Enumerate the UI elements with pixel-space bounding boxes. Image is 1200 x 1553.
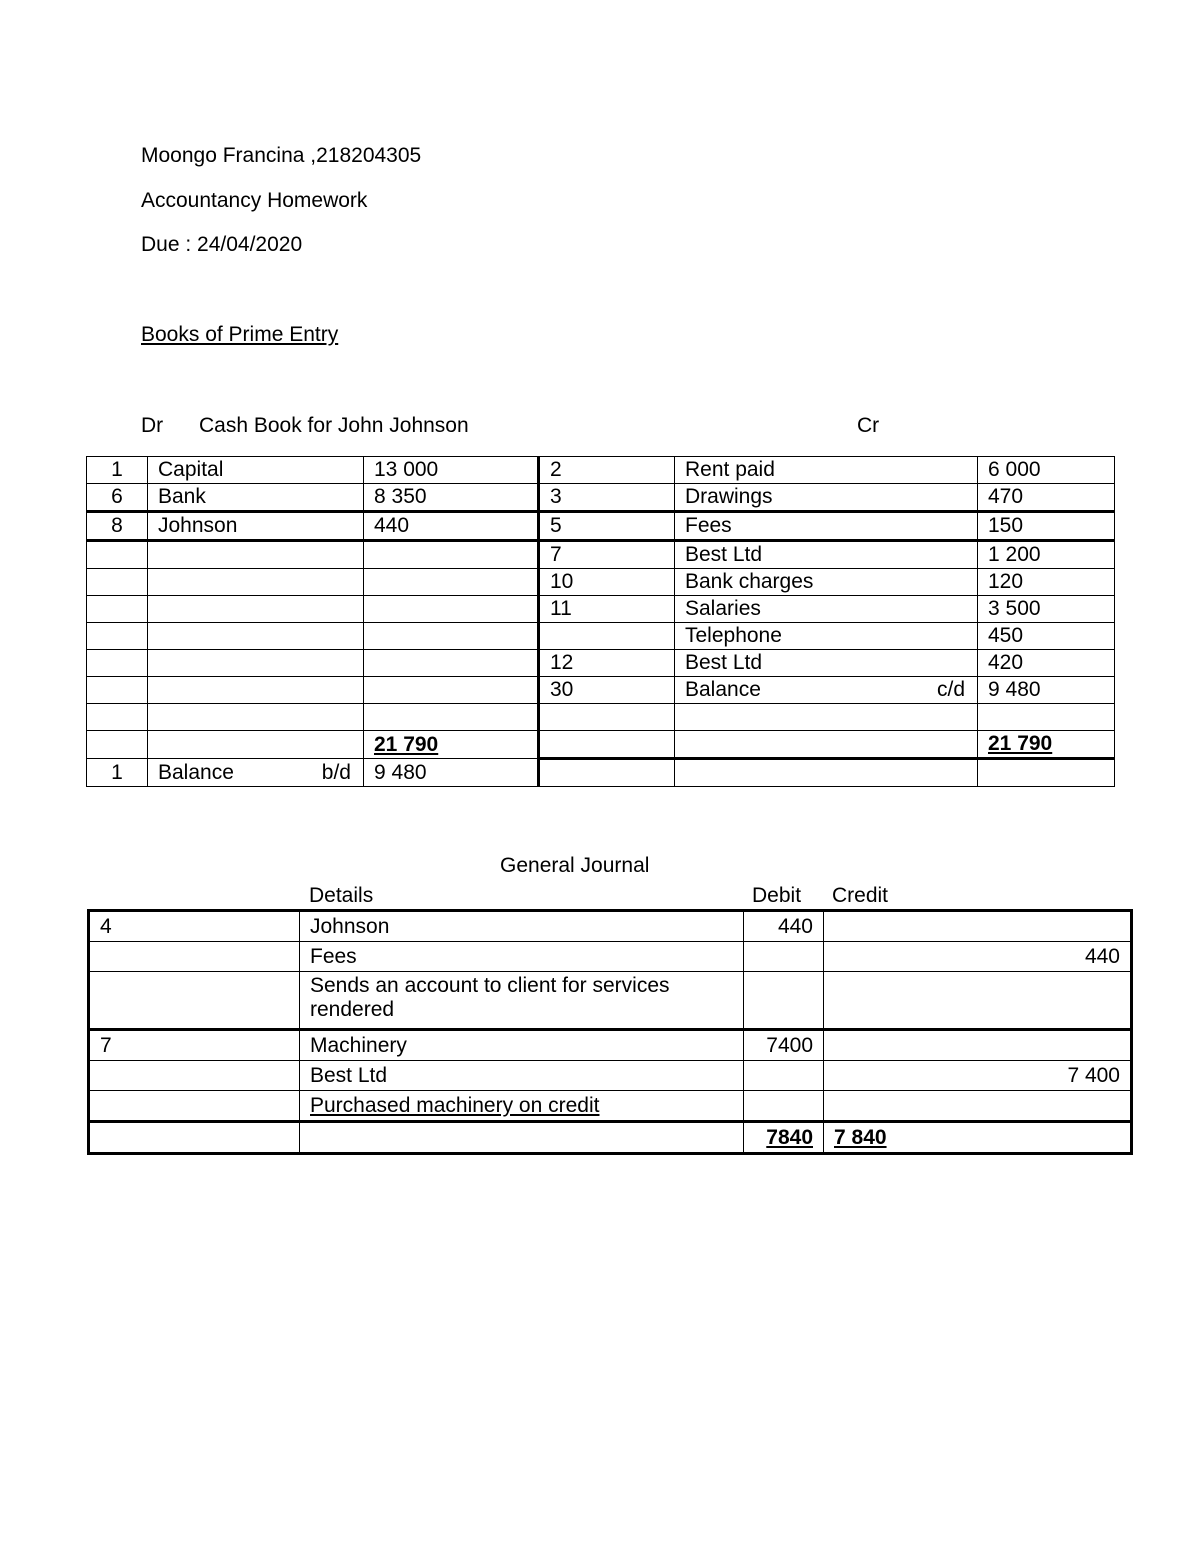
credit-amount: 6 000 (978, 457, 1115, 484)
debit-details (148, 650, 364, 677)
cash-book-row (87, 704, 1115, 731)
journal-date (89, 972, 300, 1030)
journal-details: Purchased machinery on credit (300, 1091, 744, 1122)
journal-details: Johnson (300, 911, 744, 942)
journal-details: Best Ltd (300, 1061, 744, 1091)
journal-details: Sends an account to client for services rendered (300, 972, 744, 1030)
cash-book-row (87, 596, 1115, 623)
journal-credit: 7 400 (824, 1061, 1132, 1091)
debit-details (148, 623, 364, 650)
course-title: Accountancy Homework (141, 189, 368, 212)
debit-date (87, 596, 148, 623)
debit-amount (364, 569, 539, 596)
journal-date (89, 1091, 300, 1122)
credit-date: 11 (539, 596, 675, 623)
cash-book-header (141, 414, 901, 440)
journal-debit-header: Debit (752, 884, 802, 907)
journal-debit: 440 (744, 911, 824, 942)
debit-amount: 8 350 (364, 484, 539, 512)
journal-credit: 440 (824, 942, 1132, 972)
credit-details: Fees (675, 512, 978, 541)
section-title: Books of Prime Entry (141, 323, 339, 346)
debit-amount (364, 541, 539, 569)
empty-cell (675, 731, 978, 759)
empty-cell (89, 1122, 300, 1154)
credit-date: 7 (539, 541, 675, 569)
debit-amount (364, 677, 539, 704)
journal-debit (744, 1061, 824, 1091)
journal-date (89, 1061, 300, 1091)
journal-debit: 7400 (744, 1030, 824, 1061)
credit-details (675, 704, 978, 731)
credit-details: Drawings (675, 484, 978, 512)
empty-cell (148, 731, 364, 759)
debit-date (87, 704, 148, 731)
debit-details (148, 596, 364, 623)
debit-date: 1 (87, 457, 148, 484)
cash-book-title: Cash Book for John Johnson (199, 414, 469, 437)
credit-date: 2 (539, 457, 675, 484)
journal-date: 4 (89, 911, 300, 942)
balance-cd-label: c/d (936, 678, 965, 701)
credit-details: Best Ltd (675, 541, 978, 569)
journal-row (89, 972, 1132, 1030)
journal-credit (824, 911, 1132, 942)
empty-cell (87, 731, 148, 759)
debit-date (87, 569, 148, 596)
empty-cell (539, 731, 675, 759)
cash-book-row (87, 541, 1115, 569)
debit-amount: 440 (364, 512, 539, 541)
journal-title: General Journal (500, 854, 650, 877)
credit-details (675, 677, 978, 704)
due-date: Due : 24/04/2020 (141, 233, 303, 256)
credit-details: Salaries (675, 596, 978, 623)
debit-details (148, 677, 364, 704)
journal-row (89, 911, 1132, 942)
debit-date (87, 650, 148, 677)
cash-book-table (86, 456, 1115, 787)
journal-row (89, 942, 1132, 972)
debit-amount (364, 704, 539, 731)
balance-bd-label: b/d (321, 760, 351, 784)
cash-book-row (87, 677, 1115, 704)
journal-date (89, 942, 300, 972)
cash-book-row (87, 484, 1115, 512)
journal-row (89, 1091, 1132, 1122)
balance-label: Balance (685, 678, 761, 701)
credit-amount: 450 (978, 623, 1115, 650)
empty-cell (539, 759, 675, 787)
journal-row (89, 1030, 1132, 1061)
empty-cell (675, 759, 978, 787)
credit-date: 10 (539, 569, 675, 596)
credit-details: Rent paid (675, 457, 978, 484)
debit-details: Bank (148, 484, 364, 512)
debit-date: 8 (87, 512, 148, 541)
cash-book-row (87, 623, 1115, 650)
credit-date (539, 623, 675, 650)
journal-details-header: Details (309, 884, 374, 907)
credit-date (539, 704, 675, 731)
journal-details: Machinery (300, 1030, 744, 1061)
dr-label: Dr (141, 414, 164, 437)
credit-details: Telephone (675, 623, 978, 650)
journal-totals-row (89, 1122, 1132, 1154)
debit-amount (364, 650, 539, 677)
credit-amount: 420 (978, 650, 1115, 677)
debit-amount (364, 623, 539, 650)
credit-amount: 3 500 (978, 596, 1115, 623)
debit-amount: 13 000 (364, 457, 539, 484)
balance-amount: 9 480 (364, 759, 539, 787)
credit-amount: 470 (978, 484, 1115, 512)
credit-details: Best Ltd (675, 650, 978, 677)
cash-book-totals-row (87, 731, 1115, 759)
credit-amount: 1 200 (978, 541, 1115, 569)
journal-details: Fees (300, 942, 744, 972)
debit-date: 6 (87, 484, 148, 512)
empty-cell (978, 759, 1115, 787)
debit-details: Capital (148, 457, 364, 484)
student-name: Moongo Francina ,218204305 (141, 144, 422, 167)
cash-book-row (87, 512, 1115, 541)
balance-date: 1 (87, 759, 148, 787)
credit-amount: 120 (978, 569, 1115, 596)
journal-credit (824, 972, 1132, 1030)
empty-cell (300, 1122, 744, 1154)
credit-amount: 9 480 (978, 677, 1115, 704)
credit-total: 21 790 (978, 731, 1115, 759)
journal-credit-total: 7 840 (824, 1122, 1132, 1154)
debit-details (148, 704, 364, 731)
balance-label: Balance (158, 760, 234, 784)
debit-date (87, 677, 148, 704)
cash-book-balance-row (87, 759, 1115, 787)
credit-date: 12 (539, 650, 675, 677)
debit-date (87, 623, 148, 650)
journal-credit (824, 1091, 1132, 1122)
debit-details (148, 569, 364, 596)
debit-date (87, 541, 148, 569)
credit-details: Bank charges (675, 569, 978, 596)
journal-debit (744, 1091, 824, 1122)
journal-credit (824, 1030, 1132, 1061)
debit-details (148, 541, 364, 569)
balance-details (148, 759, 364, 787)
general-journal-table (87, 909, 1133, 1155)
debit-amount (364, 596, 539, 623)
debit-total: 21 790 (364, 731, 539, 759)
cash-book-row (87, 569, 1115, 596)
journal-debit (744, 972, 824, 1030)
credit-amount: 150 (978, 512, 1115, 541)
debit-details: Johnson (148, 512, 364, 541)
credit-amount (978, 704, 1115, 731)
credit-date: 30 (539, 677, 675, 704)
credit-date: 5 (539, 512, 675, 541)
credit-date: 3 (539, 484, 675, 512)
cr-label: Cr (857, 414, 880, 437)
cash-book-row (87, 457, 1115, 484)
journal-credit-header: Credit (832, 884, 889, 907)
journal-debit-total: 7840 (744, 1122, 824, 1154)
journal-row (89, 1061, 1132, 1091)
cash-book-row (87, 650, 1115, 677)
journal-date: 7 (89, 1030, 300, 1061)
journal-debit (744, 942, 824, 972)
